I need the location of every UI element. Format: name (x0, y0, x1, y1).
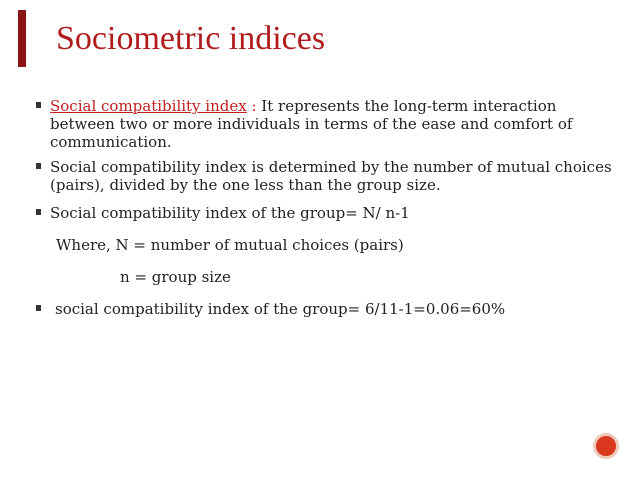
highlight-separator: : (246, 97, 262, 115)
bullet-text: It represents the long-term interaction between two or more individuals in terms of the ease and comfort of communication. (50, 97, 573, 151)
slide-content (36, 97, 616, 318)
bullet-text: Social compatibility index is determined by the number of mutual choices (pairs), divided by the one less than the group size. (50, 158, 612, 194)
bullet-marker-icon (36, 209, 41, 215)
bullet-marker-icon (36, 305, 41, 311)
bullet-item (36, 300, 616, 318)
highlighted-term: Social compatibility index (50, 97, 247, 115)
title-accent-bar (18, 10, 26, 67)
slide-title: Sociometric indices (56, 20, 326, 57)
where-definition: Where, N = number of mutual choices (pairs) (56, 236, 404, 254)
bullet-marker-icon (36, 163, 41, 169)
bullet-item (36, 97, 616, 151)
slide-decoration-circle (593, 433, 619, 459)
bullet-item (36, 204, 616, 222)
bullet-item (36, 158, 616, 194)
bullet-text: social compatibility index of the group= 6/11-1=0.06=60% (55, 300, 506, 318)
n-definition: n = group size (120, 268, 231, 286)
bullet-marker-icon (36, 102, 41, 108)
bullet-text: Social compatibility index of the group= N/ n-1 (50, 204, 410, 222)
